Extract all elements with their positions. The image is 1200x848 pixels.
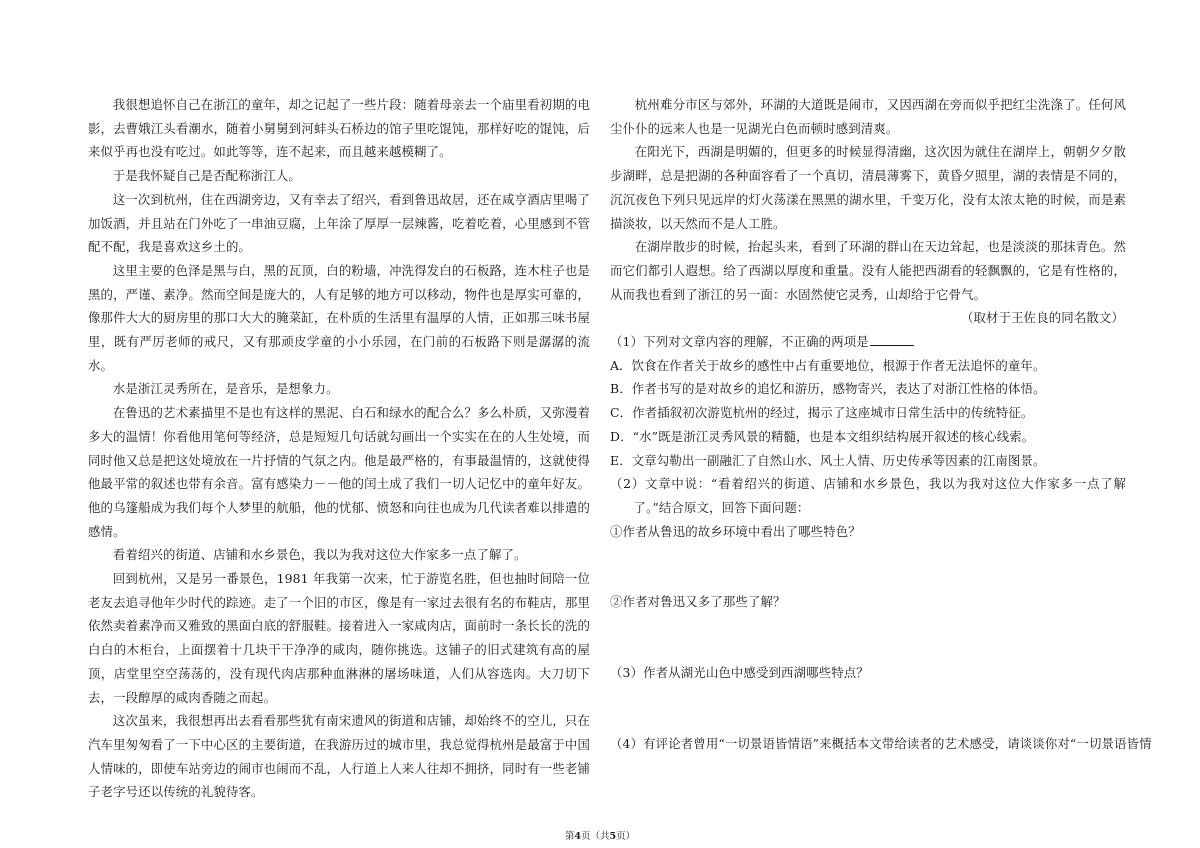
question-3: （3）作者从湖光山色中感受到西湖哪些特点？ (610, 665, 869, 681)
option-b: B．作者书写的是对故乡的追忆和游历，感物寄兴，表达了对浙江性格的体悟。 (610, 381, 1046, 397)
left-column (88, 93, 590, 804)
page-footer (0, 828, 1200, 842)
answer-blank[interactable] (870, 333, 914, 346)
paragraph: 在湖岸散步的时候，抬起头来，看到了环湖的群山在天边耸起，也是淡淡的那抹青色。然而它们都引人遐想。给了西湖以厚度和重量。没有人能把西湖看的轻飘飘的，它是有性格的，从而我也看到了浙江的另一面：水固然使它灵秀，山却给于它骨气。 (610, 239, 1126, 302)
page-total: 5 (609, 831, 617, 842)
footer-suffix: 页） (616, 831, 636, 842)
question-1 (610, 330, 1126, 354)
answer-space (610, 614, 1126, 661)
question-2-sub-1: ①作者从鲁迅的故乡环境中看出了哪些特色？ (610, 523, 861, 539)
option-c: C．作者插叙初次游览杭州的经过，揭示了这座城市日常生活中的传统特征。 (610, 405, 1034, 421)
paragraph: 杭州难分市区与郊外，环湖的大道既是闹市，又因西湖在旁而似乎把红尘洗涤了。任何风尘仆仆的远来人也是一见湖光白色而顿时感到清爽。 (610, 97, 1126, 136)
question-4: （4）有评论者曾用“一切景语皆情语”来概括本文带给读者的艺术感受，请谈谈你对“一切景语皆情 (610, 735, 1152, 751)
answer-space (610, 543, 1126, 590)
paragraph: 我很想追怀自己在浙江的童年，却之记起了一些片段：随着母亲去一个庙里看初期的电影，去曹娥江头看潮水，随着小舅舅到河蚌头石桥边的馆子里吃馄饨，那样好吃的馄饨，后来似乎再也没有吃过。如此等等，连不起来，而且越来越模糊了。 (88, 97, 590, 160)
paragraph: 这次虽来，我很想再出去看看那些犹有南宋遗风的街道和店铺，却始终不的空儿，只在汽车里匆匆看了一下中心区的主要街道，在我游历过的城市里，我总觉得杭州是最富于中国人情味的，即使车站旁边的闹市也闹而不乱，人行道上人来人往却不拥挤，同时有一些老铺子老字号还以传统的礼貌待客。 (88, 713, 590, 800)
question-2: （2）文章中说：“看着绍兴的街道、店铺和水乡景色，我以为我对这位大作家多一点了解了。”结合原文，回答下面问题： (610, 476, 1126, 515)
answer-space (610, 685, 1126, 732)
question-1-stem: （1）下列对文章内容的理解，不正确的两项是 (610, 334, 869, 350)
paragraph: 这里主要的色泽是黑与白，黑的瓦顶，白的粉墙，冲洗得发白的石板路，连木柱子也是黑的，严谨、素净。然而空间是庞大的，人有足够的地方可以移动，物件也是厚实可靠的，像那件大大的厨房里的那口大大的腌菜缸，在朴质的生活里有温厚的人情，正如那三味书屋里，既有严厉老师的戒尺，又有那顽皮学童的小小乐园，在门前的石板路下则是潺潺的流水。 (88, 262, 590, 373)
option-e: E．文章勾勒出一副融汇了自然山水、风土人情、历史传承等因素的江南图景。 (610, 452, 1046, 468)
paragraph: 于是我怀疑自己是否配称浙江人。 (112, 168, 301, 184)
paragraph: 水是浙江灵秀所在，是音乐，是想象力。 (112, 381, 339, 397)
footer-prefix: 第 (564, 831, 575, 842)
footer-mid: 页（共 (580, 831, 610, 842)
paragraph: 这一次到杭州，住在西湖旁边，又有幸去了绍兴，看到鲁迅故居，还在咸亨酒店里喝了加饭酒，并且站在门外吃了一串油豆腐，上年涂了厚厚一层辣酱，吃着吃着，心里感到不管配不配，我是喜欢这乡土的。 (88, 191, 590, 255)
paragraph: 在鲁迅的艺术素描里不是也有这样的黑泥、白石和绿水的配合么？多么朴质，又弥漫着多大的温情！你看他用笔何等经济，总是短短几句话就勾画出一个实实在在的人生处境，而同时他又总是把这处境放在一片抒情的气氛之内。他是最严格的，有事最温情的，这就使得他最平常的叙述也带有余音。富有感染力－－他的闰土成了我们一切人记忆中的童年好友。他的乌篷船成为我们每个人梦里的航船，他的忧郁、愤怒和向往也成为几代读者难以排遣的感情。 (88, 405, 590, 539)
paragraph: 回到杭州，又是另一番景色，1981 年我第一次来，忙于游览名胜，但也抽时间陪一位老友去追寻他年少时代的踪迹。走了一个旧的市区，像是有一家过去很有名的布鞋店，那里依然卖着素净而又雅致的黑面白底的舒服鞋。接着进入一家咸肉店，面前时一条长长的洗的白白的木柜台，上面摆着十几块干干净净的咸肉，随你挑选。这铺子的旧式建筑有高的屋顶，店堂里空空荡荡的，没有现代肉店那种血淋淋的屠场味道，人们从容选肉。大刀切下去，一段醇厚的咸肉香随之而起。 (88, 571, 590, 705)
question-2-sub-2: ②作者对鲁迅又多了那些了解？ (610, 594, 786, 610)
source-citation: （取材于王佐良的同名散文） (960, 310, 1124, 326)
paragraph: 看着绍兴的街道、店铺和水乡景色，我以为我对这位大作家多一点了解了。 (112, 547, 527, 563)
right-column (610, 93, 1152, 755)
option-d: D．“水”既是浙江灵秀风景的精髓，也是本文组织结构展开叙述的核心线索。 (610, 428, 1035, 444)
paragraph: 在阳光下，西湖是明媚的，但更多的时候显得清幽，这次因为就住在湖岸上，朝朝夕夕散步湖畔，总是把湖的各种面容看了一个真切，清晨薄雾下，黄昏夕照里，湖的表情是不同的，沉沉夜色下列只见远岸的灯火荡漾在黑黑的湖水里，千变万化，没有太浓太艳的时候，而是素描淡妆，以天然而不是人工胜。 (610, 144, 1126, 231)
page-number: 4 (574, 831, 581, 842)
option-a: A．饮食在作者关于故乡的感性中占有重要地位，根源于作者无法追怀的童年。 (610, 357, 1046, 373)
